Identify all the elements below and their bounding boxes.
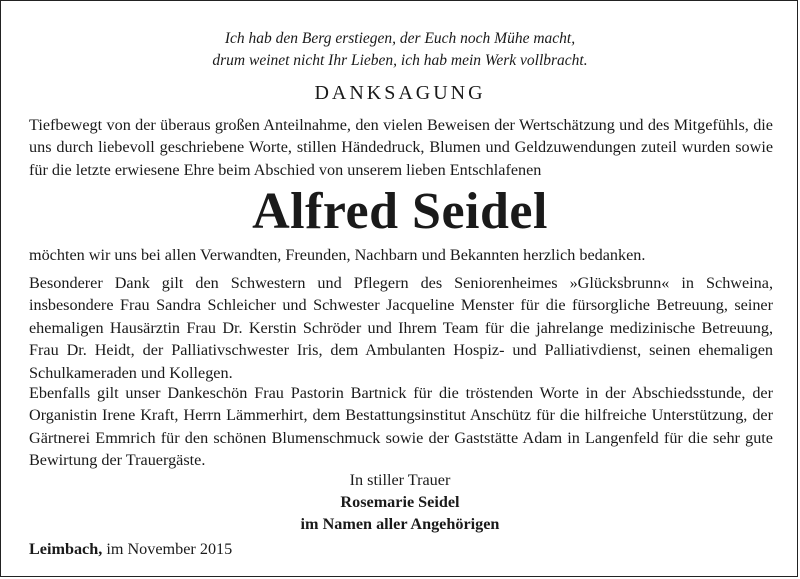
notice-heading: DANKSAGUNG <box>314 82 486 104</box>
thanks-line: möchten wir uns bei allen Verwandten, Freunden, Nachbarn und Bekannten herzlich bedanken. <box>29 246 646 264</box>
place-date <box>29 538 232 560</box>
intro-paragraph: Tiefbewegt von der überaus großen Anteilnahme, den vielen Beweisen der Wertschätzung und des Mitgefühls, die uns durch liebevoll geschriebene Worte, stillen Händedruck, Blumen und Geldzuwendungen zuteil wurden sowie für die letzte erwiesene Ehre beim Abschied von unserem lieben Entschlafenen <box>29 116 773 179</box>
deceased-name: Alfred Seidel <box>252 183 548 240</box>
poem-line-2: drum weinet nicht Ihr Lieben, ich hab mein Werk vollbracht. <box>212 52 588 69</box>
place: Leimbach, <box>29 540 103 558</box>
signatory-on-behalf: im Namen aller Angehörigen <box>300 515 500 533</box>
signatory-name: Rosemarie Seidel <box>340 493 460 511</box>
paragraph-care-thanks: Besonderer Dank gilt den Schwestern und Pflegern des Seniorenheimes »Glücksbrunn« in Schweina, insbesondere Frau Sandra Schleicher und Schwester Jacqueline Menster für die fürsorgliche Betreuung, seiner ehemaligen Hausärztin Frau Dr. Kerstin Schröder und Ihrem Team für die jahrelange medizinische Betreuung, Frau Dr. Heidt, der Palliativschwester Iris, dem Ambulanten Hospiz- und Palliativdienst, seinen ehemaligen Schulkameraden und Kollegen. <box>29 274 773 382</box>
paragraph-funeral-thanks: Ebenfalls gilt unser Dankeschön Frau Pastorin Bartnick für die tröstenden Worte in der Abschiedsstunde, der Organistin Irene Kraft, Herrn Lämmerhirt, dem Bestattungsinstitut Anschütz für die hilfreiche Unterstützung, der Gärtnerei Emmrich für den schönen Blumenschmuck sowie der Gaststätte Adam in Langenfeld für die sehr gute Bewirtung der Trauergäste. <box>29 384 773 470</box>
poem-line-1: Ich hab den Berg erstiegen, der Euch noch Mühe macht, <box>224 30 576 47</box>
mourning-intro: In stiller Trauer <box>349 471 451 489</box>
date: im November 2015 <box>102 540 233 558</box>
